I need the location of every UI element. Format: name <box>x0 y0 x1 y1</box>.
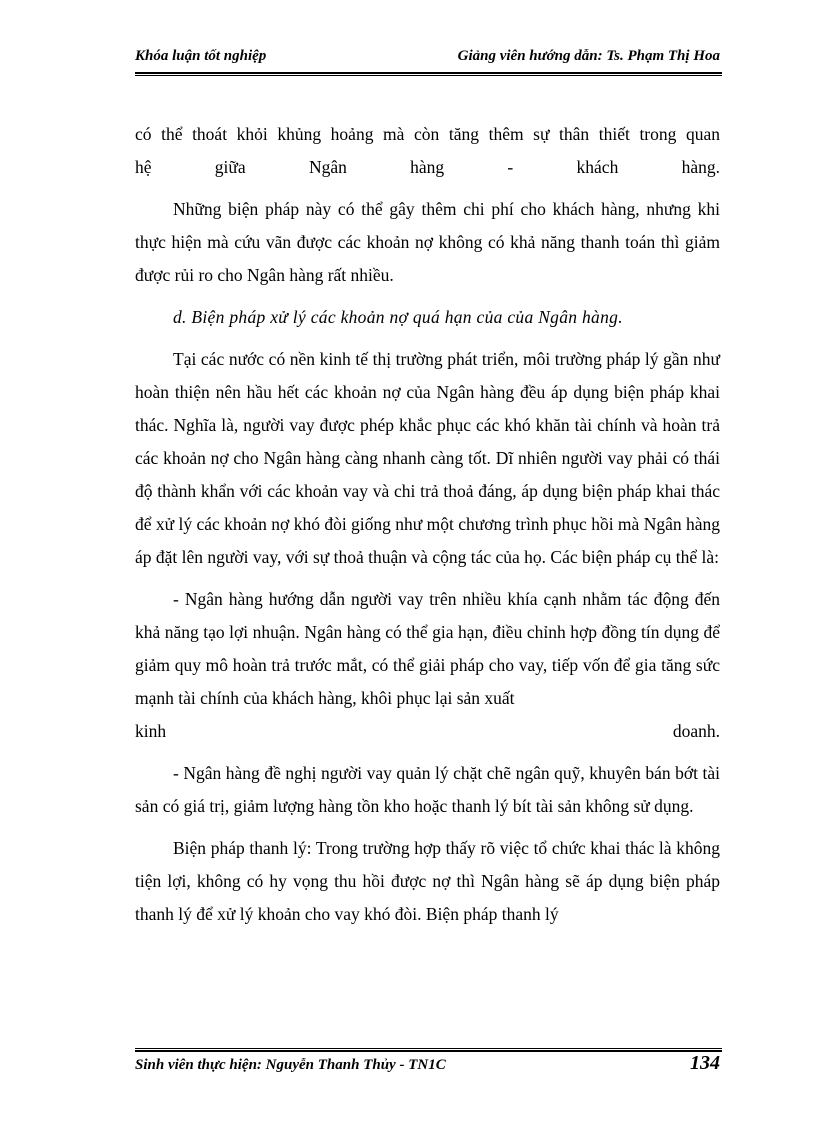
page-footer <box>135 1054 722 1080</box>
header-rule <box>135 72 722 76</box>
page-body <box>135 118 720 931</box>
paragraph-6: Biện pháp thanh lý: Trong trường hợp thấy rõ việc tổ chức khai thác là không tiện lợi, không có hy vọng thu hồi được nợ thì Ngân hàng sẽ áp dụng biện pháp thanh lý để xử lý khoản cho vay khó đòi. Biện pháp thanh lý <box>135 838 720 924</box>
paragraph-3: Tại các nước có nền kinh tế thị trường phát triển, môi trường pháp lý gần như hoàn thiện nên hầu hết các khoản nợ của Ngân hàng đều áp dụng biện pháp khai thác. Nghĩa là, người vay được phép khắc phục các khó khăn tài chính và hoàn trả các khoản nợ cho Ngân hàng càng nhanh càng tốt. Dĩ nhiên người vay phải có thái độ thành khẩn với các khoản vay và chi trả thoả đáng, áp dụng biện pháp khai thác để xử lý các khoản nợ khó đòi giống như một chương trình phục hồi mà Ngân hàng áp đặt lên người vay, với sự thoả thuận và cộng tác của họ. Các biện pháp cụ thể là: <box>135 349 720 567</box>
section-heading-d: d. Biện pháp xử lý các khoản nợ quá hạn của của Ngân hàng. <box>173 307 623 327</box>
paragraph-1-line-2: hệ giữa Ngân hàng - khách hàng. <box>135 157 720 177</box>
paragraph-4: - Ngân hàng hướng dẫn người vay trên nhiều khía cạnh nhằm tác động đến khả năng tạo lợi nhuận. Ngân hàng có thể gia hạn, điều chỉnh hợp đồng tín dụng để giảm quy mô hoàn trả trước mắt, có thể giải pháp cho vay, tiếp vốn để gia tăng sức mạnh tài chính của khách hàng, khôi phục lại sản xuất <box>135 589 720 708</box>
page-number: 134 <box>690 1052 720 1074</box>
paragraph-4-last-line: kinh doanh. <box>135 721 720 741</box>
footer-rule <box>135 1048 722 1052</box>
paragraph-1-line-1: có thể thoát khỏi khủng hoảng mà còn tăng thêm sự thân thiết trong quan <box>135 124 720 144</box>
advisor-name: Giảng viên hướng dẫn: Ts. Phạm Thị Hoa <box>457 48 720 64</box>
page-header <box>135 48 720 72</box>
paragraph-2: Những biện pháp này có thể gây thêm chi phí cho khách hàng, nhưng khi thực hiện mà cứu vãn được các khoản nợ không có khả năng thanh toán thì giảm được rủi ro cho Ngân hàng rất nhiều. <box>135 199 720 285</box>
thesis-title: Khóa luận tốt nghiệp <box>135 48 267 64</box>
paragraph-5: - Ngân hàng đề nghị người vay quản lý chặt chẽ ngân quỹ, khuyên bán bớt tài sản có giá trị, giảm lượng hàng tồn kho hoặc thanh lý bít tài sản không sử dụng. <box>135 763 720 816</box>
student-name: Sinh viên thực hiện: Nguyễn Thanh Thủy - TN1C <box>135 1057 446 1073</box>
